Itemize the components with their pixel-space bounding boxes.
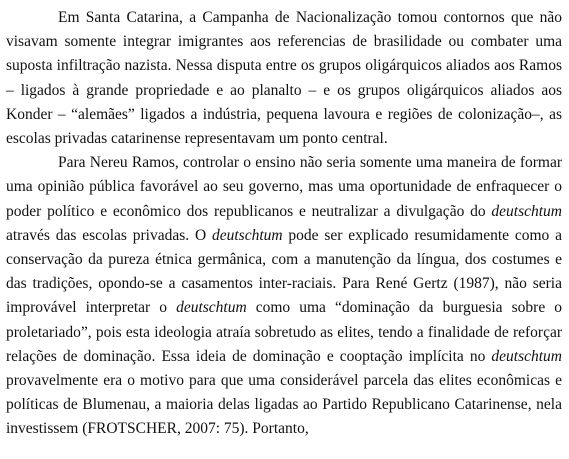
paragraph-2-text-4: como uma “dominação da burguesia sobre o proletariado”, pois esta ideologia atraía sobretudo as elites, tendo a finalidade de reforçar relações de dominação. Essa ideia de dominação e cooptação implícita no bbox=[6, 299, 563, 365]
paragraph-2-text-1: Para Nereu Ramos, controlar o ensino não seria somente uma maneira de formar uma opinião pública favorável ao seu governo, mas uma oportunidade de enfraquecer o poder político e econômico dos republicanos e neutralizar a divulgação do bbox=[6, 154, 562, 220]
paragraph-2 bbox=[6, 151, 562, 441]
term-deutschtum-1: deutschtum bbox=[491, 202, 562, 220]
paragraph-1 bbox=[6, 6, 562, 151]
term-deutschtum-2: deutschtum bbox=[212, 226, 283, 244]
paragraph-2-text-3: pode ser explicado resumidamente como a conservação da pureza étnica germânica, com a manutenção da língua, dos costumes e das tradições, opondo-se a casamentos inter-raciais. Para René Gertz (1987), não seria improvável interpretar o bbox=[6, 226, 562, 317]
paragraph-2-text-2: através das escolas privadas. O bbox=[6, 226, 212, 244]
document-page bbox=[6, 6, 562, 442]
paragraph-1-text: Em Santa Catarina, a Campanha de Nacionalização tomou contornos que não visavam somente integrar imigrantes aos referencias de brasilidade ou combater uma suposta infiltração nazista. Nessa disputa entre os grupos oligárquicos aliados aos Ramos – ligados à grande propriedade e ao planalto – e os grupos oligárquicos aliados aos Konder – “alemães” ligados a indústria, pequena lavoura e regiões de colonização–, as escolas privadas catarinense representavam um ponto central. bbox=[6, 9, 562, 148]
term-deutschtum-4: deutschtum bbox=[491, 347, 562, 365]
term-deutschtum-3: deutschtum bbox=[176, 299, 247, 317]
paragraph-2-text-5: provavelmente era o motivo para que uma considerável parcela das elites econômicas e políticas de Blumenau, a maioria delas ligadas ao Partido Republicano Catarinense, nela investissem (FROTSCHER, 2007: 75). Portanto, bbox=[6, 372, 562, 438]
